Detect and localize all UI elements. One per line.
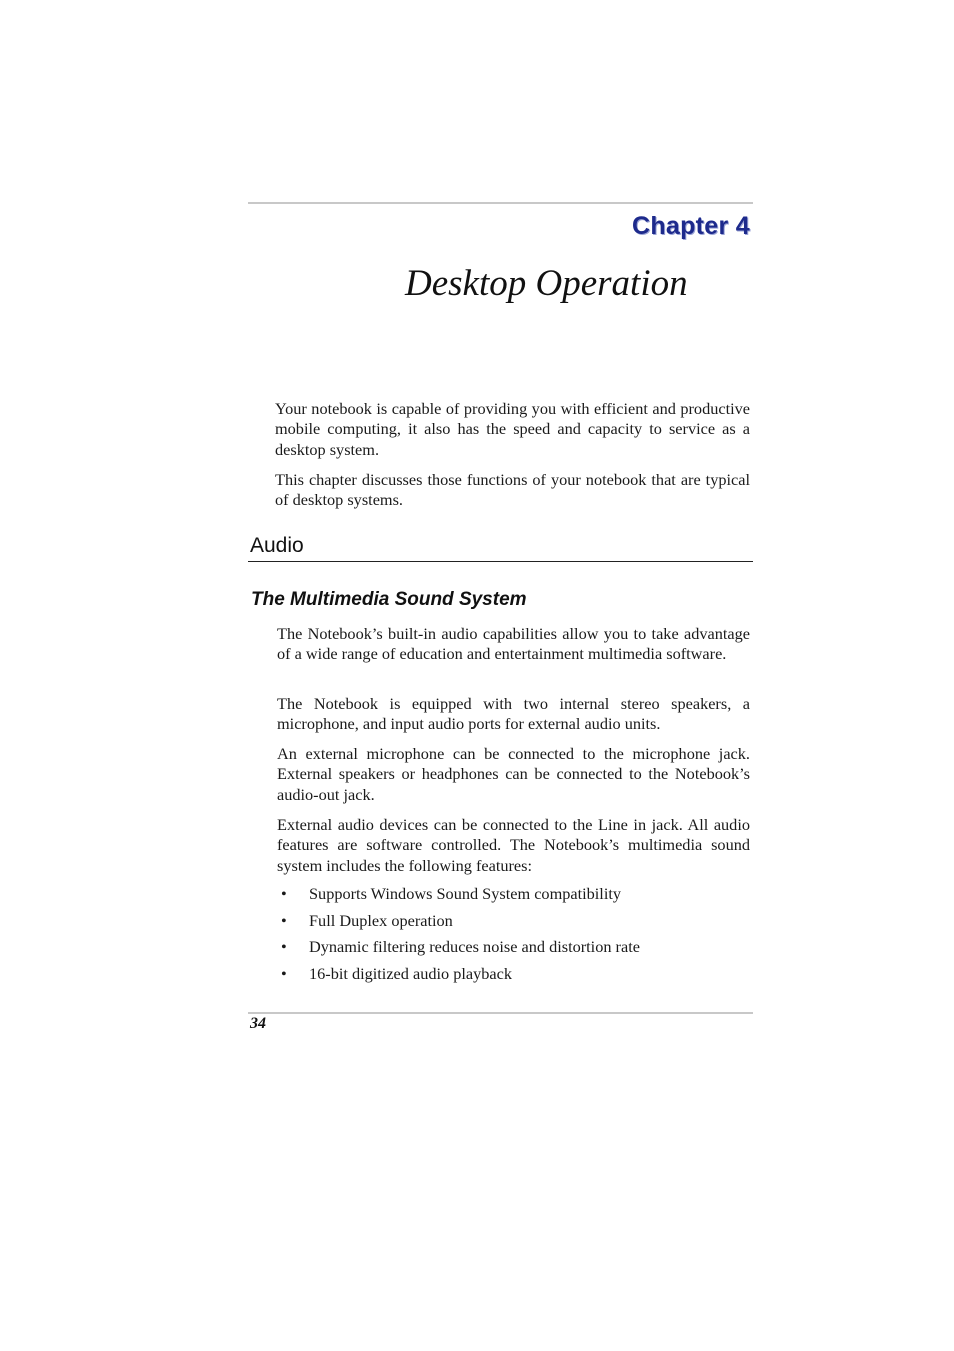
chapter-title: Desktop Operation [405, 263, 688, 304]
body-paragraph: An external microphone can be connected to the microphone jack. External speakers or headphones can be connected to the Notebook’s audio-out jack. [277, 744, 750, 804]
list-item-text: Dynamic filtering reduces noise and distortion rate [309, 937, 640, 957]
intro-paragraph: This chapter discusses those functions of your notebook that are typical of desktop systems. [275, 470, 750, 510]
page-number: 34 [250, 1015, 266, 1032]
intro-paragraph: Your notebook is capable of providing you with efficient and productive mobile computing, it also has the speed and capacity to service as a desktop system. [275, 399, 750, 459]
list-item-text: Supports Windows Sound System compatibility [309, 884, 622, 903]
list-item-text: Full Duplex operation [309, 910, 453, 930]
bullet-icon: • [281, 884, 287, 903]
subsection-heading: The Multimedia Sound System [251, 589, 527, 610]
feature-list [277, 883, 750, 990]
bullet-icon: • [281, 964, 287, 984]
body-paragraph: The Notebook is equipped with two internal stereo speakers, a microphone, and input audio ports for external audio units. [277, 694, 750, 734]
bullet-icon: • [281, 937, 287, 957]
list-item-text: 16-bit digitized audio playback [309, 964, 513, 984]
list-item [277, 883, 750, 910]
list-item [277, 910, 750, 937]
list-item [277, 963, 750, 990]
header-rule [248, 202, 753, 204]
section-rule [248, 561, 753, 562]
list-item [277, 936, 750, 963]
bullet-icon: • [281, 910, 287, 930]
section-heading: Audio [250, 534, 304, 557]
body-paragraph: The Notebook’s built-in audio capabilities allow you to take advantage of a wide range of education and entertainment multimedia software. [277, 624, 750, 664]
chapter-label: Chapter 4 [631, 212, 750, 240]
body-paragraph: External audio devices can be connected to the Line in jack. All audio features are software controlled. The Notebook’s multimedia sound system includes the following features: [277, 815, 750, 875]
footer-rule [248, 1012, 753, 1014]
